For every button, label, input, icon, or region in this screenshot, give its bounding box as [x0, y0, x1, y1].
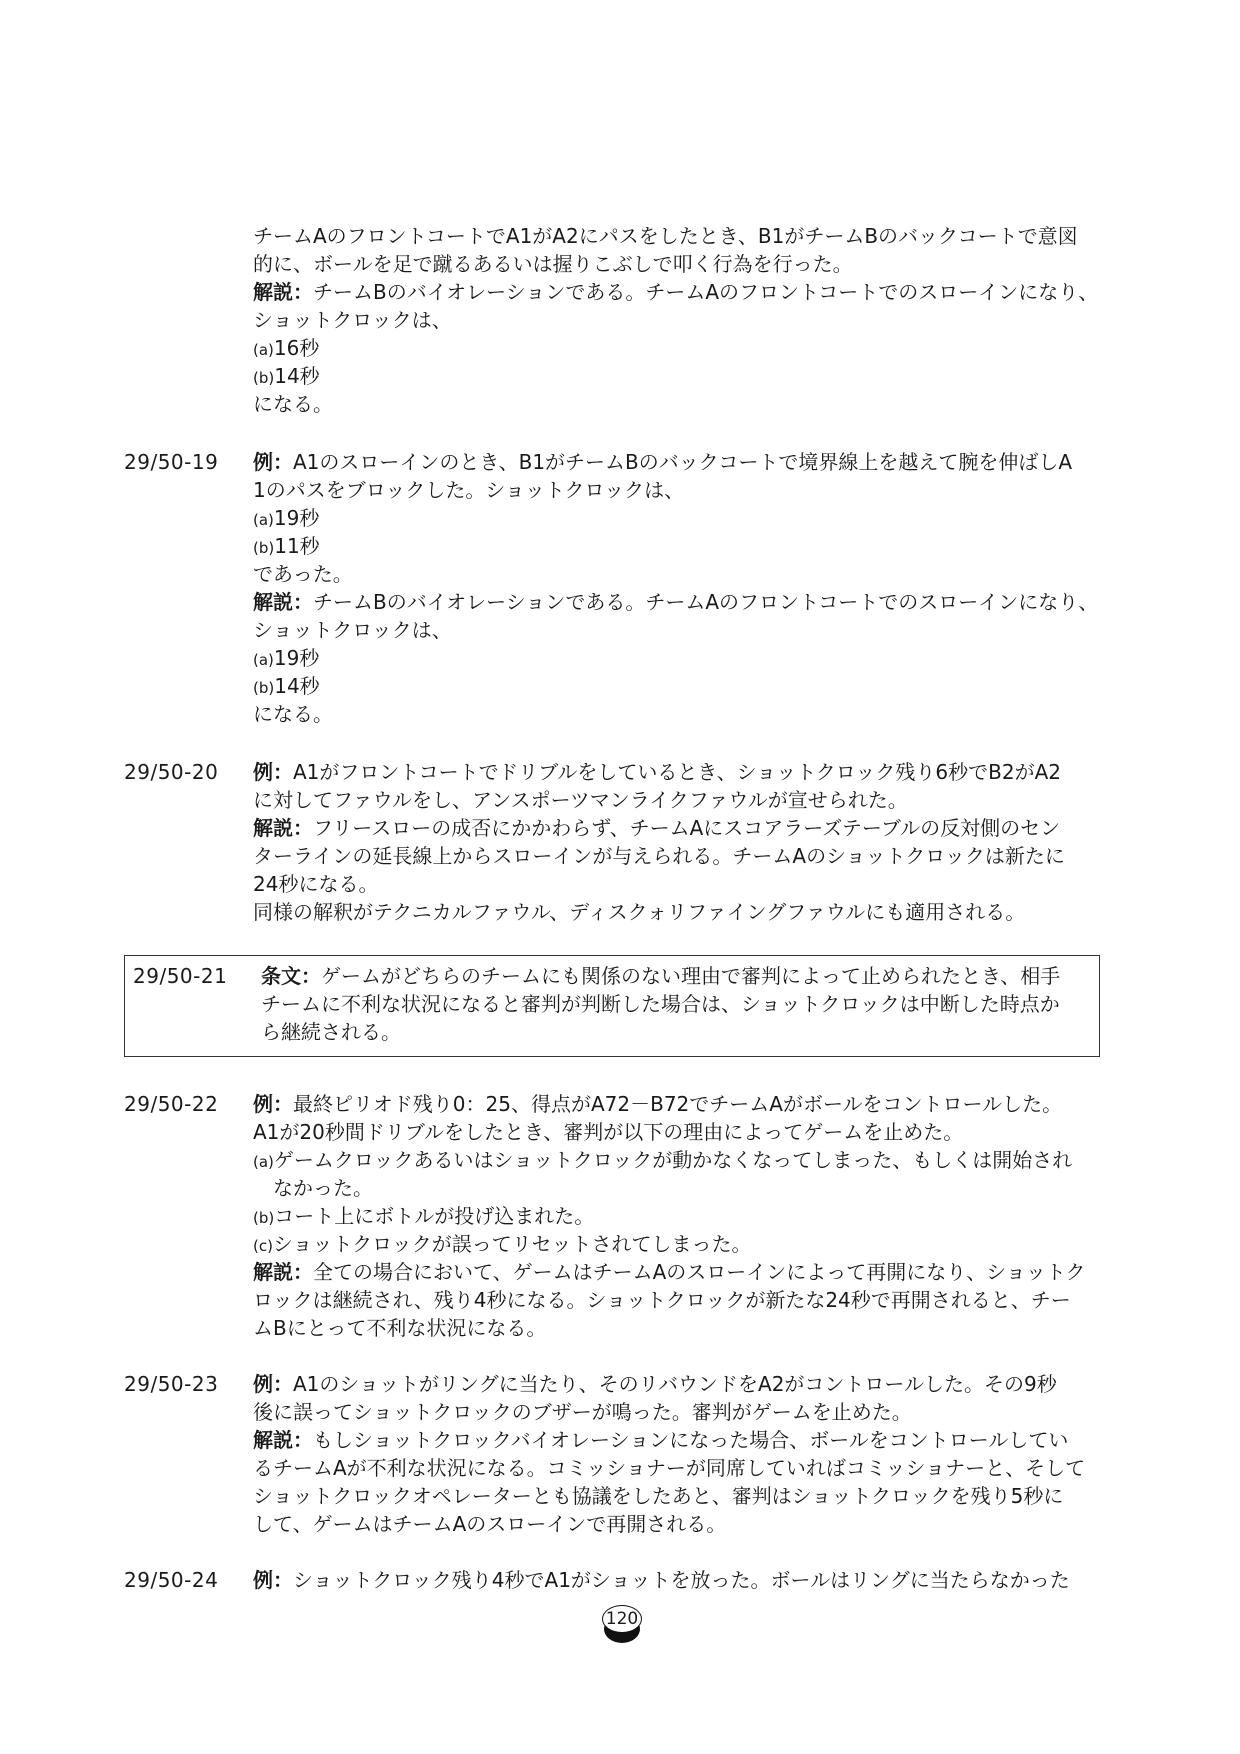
explanation-line: 解説：全ての場合において、ゲームはチームAのスローインによって再開になり、ショットク	[253, 1260, 1086, 1284]
explanation-label: 解説：	[253, 1260, 313, 1284]
text-line: ショットクロックは、	[253, 618, 452, 642]
text-line: ターラインの延長線上からスローインが与えられる。チームAのショットクロックは新たに	[253, 844, 1065, 868]
text-line: ら継続される。	[261, 1020, 401, 1044]
text-line: 24秒になる。	[253, 872, 379, 896]
text-line: チームに不利な状況になると審判が判断した場合は、ショットクロックは中断した時点か	[261, 992, 1060, 1016]
rule-box-29-50-21	[124, 955, 1100, 1057]
explanation-line: 解説：チームBのバイオレーションである。チームAのフロントコートでのスローインになり、	[253, 590, 1099, 614]
example-line: 例：A1がフロントコートでドリブルをしているとき、ショットクロック残り6秒でB2がA2	[253, 760, 1061, 784]
text-line: チームAのフロントコートでA1がA2にパスをしたとき、B1がチームBのバックコートで意図	[253, 224, 1078, 248]
explanation-label: 解説：	[253, 816, 313, 840]
list-item: (b)11秒	[253, 534, 320, 558]
rule-label: 条文：	[261, 964, 321, 988]
text-line: 後に誤ってショットクロックのブザーが鳴った。審判がゲームを止めた。	[253, 1400, 912, 1424]
list-item: (a)16秒	[253, 336, 320, 360]
page-number: 120	[602, 1605, 642, 1633]
explanation-line: 解説：チームBのバイオレーションである。チームAのフロントコートでのスローインになり、	[253, 280, 1099, 304]
text-line: ショットクロックは、	[253, 308, 452, 332]
entry-number: 29/50-24	[124, 1568, 219, 1592]
text-line: になる。	[253, 392, 333, 416]
text-line: 的に、ボールを足で蹴るあるいは握りこぶしで叩く行為を行った。	[253, 252, 853, 276]
example-label: 例：	[253, 450, 293, 474]
entry-number: 29/50-21	[133, 964, 228, 988]
example-label: 例：	[253, 760, 293, 784]
text-line: して、ゲームはチームAのスローインで再開される。	[253, 1512, 727, 1536]
text-line: ショットクロックオペレーターとも協議をしたあと、審判はショットクロックを残り5秒に	[253, 1484, 1064, 1508]
list-item: (a)ゲームクロックあるいはショットクロックが動かなくなってしまった、もしくは開始され	[253, 1148, 1073, 1172]
text-line: 1のパスをブロックした。ショットクロックは、	[253, 478, 685, 502]
rule-line: 条文：ゲームがどちらのチームにも関係のない理由で審判によって止められたとき、相手	[261, 964, 1061, 988]
explanation-label: 解説：	[253, 1428, 313, 1452]
page-number-badge	[602, 1605, 642, 1639]
text-line: A1が20秒間ドリブルをしたとき、審判が以下の理由によってゲームを止めた。	[253, 1120, 964, 1144]
list-item: (c)ショットクロックが誤ってリセットされてしまった。	[253, 1232, 752, 1256]
text-line: に対してファウルをし、アンスポーツマンライクファウルが宣せられた。	[253, 788, 908, 812]
list-item: (b)14秒	[253, 364, 320, 388]
example-label: 例：	[253, 1568, 293, 1592]
example-label: 例：	[253, 1372, 293, 1396]
explanation-line: 解説：もしショットクロックバイオレーションになった場合、ボールをコントロールしてい	[253, 1428, 1069, 1452]
example-line: 例：最終ピリオド残り0：25、得点がA72－B72でチームAがボールをコントロールした。	[253, 1092, 1063, 1116]
text-line: 同様の解釈がテクニカルファウル、ディスクォリファイングファウルにも適用される。	[253, 900, 1026, 924]
list-item: (b)14秒	[253, 674, 320, 698]
entry-number: 29/50-19	[124, 450, 219, 474]
text-line: であった。	[253, 562, 353, 586]
list-item: (a)19秒	[253, 506, 320, 530]
text-line: るチームAが不利な状況になる。コミッショナーが同席していればコミッショナーと、そして	[253, 1456, 1086, 1480]
example-line: 例：A1のショットがリングに当たり、そのリバウンドをA2がコントロールした。その9秒	[253, 1372, 1057, 1396]
entry-number: 29/50-22	[124, 1092, 219, 1116]
entry-number: 29/50-23	[124, 1372, 219, 1396]
text-line: ロックは継続され、残り4秒になる。ショットクロックが新たな24秒で再開されると、チー	[253, 1288, 1071, 1312]
explanation-line: 解説：フリースローの成否にかかわらず、チームAにスコアラーズテーブルの反対側のセン	[253, 816, 1061, 840]
explanation-label: 解説：	[253, 590, 313, 614]
explanation-label: 解説：	[253, 280, 313, 304]
entry-number: 29/50-20	[124, 760, 219, 784]
example-label: 例：	[253, 1092, 293, 1116]
example-line: 例：ショットクロック残り4秒でA1がショットを放った。ボールはリングに当たらなかった	[253, 1568, 1070, 1592]
list-item: (a)19秒	[253, 646, 320, 670]
example-line: 例：A1のスローインのとき、B1がチームBのバックコートで境界線上を越えて腕を伸ばしA	[253, 450, 1073, 474]
text-line: ムBにとって不利な状況になる。	[253, 1316, 547, 1340]
text-line: になる。	[253, 702, 333, 726]
list-item: (b)コート上にボトルが投げ込まれた。	[253, 1204, 595, 1228]
list-item-continuation: なかった。	[273, 1176, 373, 1200]
